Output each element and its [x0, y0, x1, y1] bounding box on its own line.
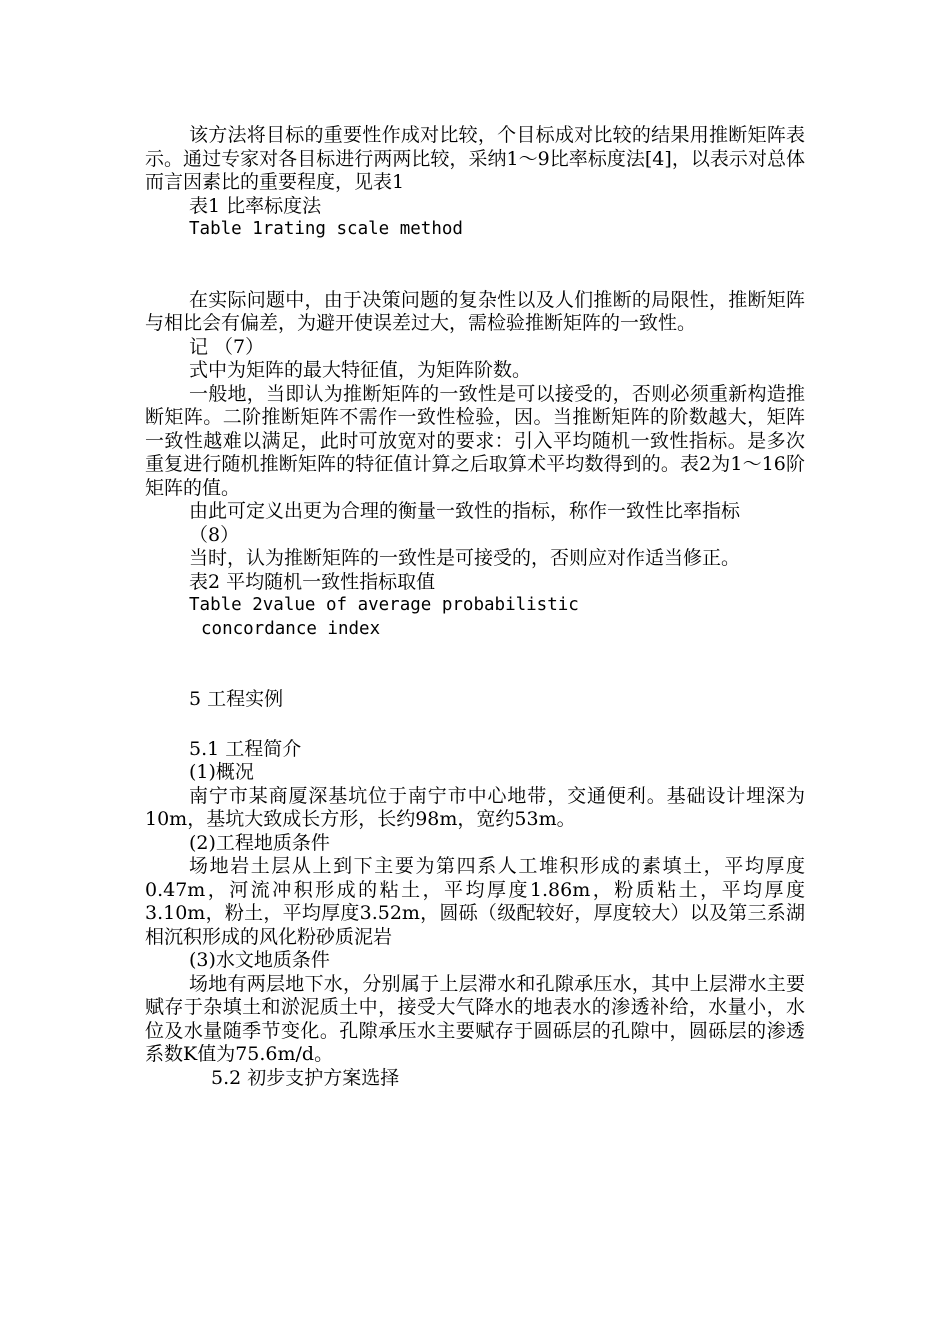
formula-7-explanation: 式中为矩阵的最大特征值，为矩阵阶数。 — [189, 359, 532, 381]
section-5-heading: 5 工程实例 — [189, 688, 284, 710]
table1-caption-en: Table 1rating scale method — [189, 219, 463, 239]
paragraph-geology: 场地岩土层从上到下主要为第四系人工堆积形成的素填土，平均厚度0.47m，河流冲积形成的粘土，平均厚度1.86m，粉质粘土，平均厚度3.10m，粉土，平均厚度3.52m，圆砾（级配较好，厚度较大）以及第三系湖相沉积形成的风化粉砂质泥岩 — [145, 855, 805, 948]
section-5-2-heading: 5.2 初步支护方案选择 — [211, 1066, 400, 1089]
section-5-1-heading: 5.1 工程简介 — [189, 737, 302, 760]
table2-caption-cn: 表2 平均随机一致性指标取值 — [189, 570, 436, 593]
paragraph-overview: 南宁市某商厦深基坑位于南宁市中心地带，交通便利。基础设计埋深为10m，基坑大致成长方形，长约98m，宽约53m。 — [145, 784, 805, 830]
paragraph-method: 该方法将目标的重要性作成对比较，个目标成对比较的结果用推断矩阵表示。通过专家对各目标进行两两比较，采纳1～9比率标度法[4]，以表示对总体而言因素比的重要程度，见表1 — [145, 124, 805, 193]
paragraph-consistency-ratio: 由此可定义出更为合理的衡量一致性的指标，称作一致性比率指标 — [189, 500, 741, 522]
table2-caption-en-line2: concordance index — [201, 618, 381, 639]
paragraph-consistency-check: 一般地，当即认为推断矩阵的一致性是可以接受的，否则必须重新构造推断矩阵。二阶推断矩阵不需作一致性检验，因。当推断矩阵的阶数越大，矩阵一致性越难以满足，此时可放宽对的要求：引入平均随机一致性指标。是多次重复进行随机推断矩阵的特征值计算之后取算术平均数得到的。表2为1～16阶矩阵的值。 — [145, 382, 805, 499]
section-gap — [145, 712, 805, 738]
formula-7-line: 记 （7） — [189, 335, 265, 358]
formula-8-line: （8） — [189, 523, 240, 546]
table1-caption-cn: 表1 比率标度法 — [189, 194, 322, 217]
table1-placeholder — [145, 242, 805, 289]
subsection-overview: (1)概况 — [189, 761, 254, 783]
paragraph-consistency-intro: 在实际问题中，由于决策问题的复杂性以及人们推断的局限性，推断矩阵与相比会有偏差，为避开使误差过大，需检验推断矩阵的一致性。 — [145, 288, 805, 334]
paragraph-acceptance: 当时，认为推断矩阵的一致性是可接受的，否则应对作适当修正。 — [189, 547, 741, 569]
document-body — [145, 124, 805, 1090]
table2-caption-en-line1: Table 2value of average probabilistic — [189, 595, 579, 615]
table2-placeholder — [145, 641, 805, 688]
subsection-hydrology: (3)水文地质条件 — [189, 949, 330, 971]
subsection-geology: (2)工程地质条件 — [189, 831, 330, 854]
paragraph-hydrology: 场地有两层地下水，分别属于上层滞水和孔隙承压水，其中上层滞水主要赋存于杂填土和淤泥质土中，接受大气降水的地表水的渗透补给，水量小，水位及水量随季节变化。孔隙承压水主要赋存于圆砾层的孔隙中，圆砾层的渗透系数K值为75.6m/d。 — [145, 972, 805, 1065]
